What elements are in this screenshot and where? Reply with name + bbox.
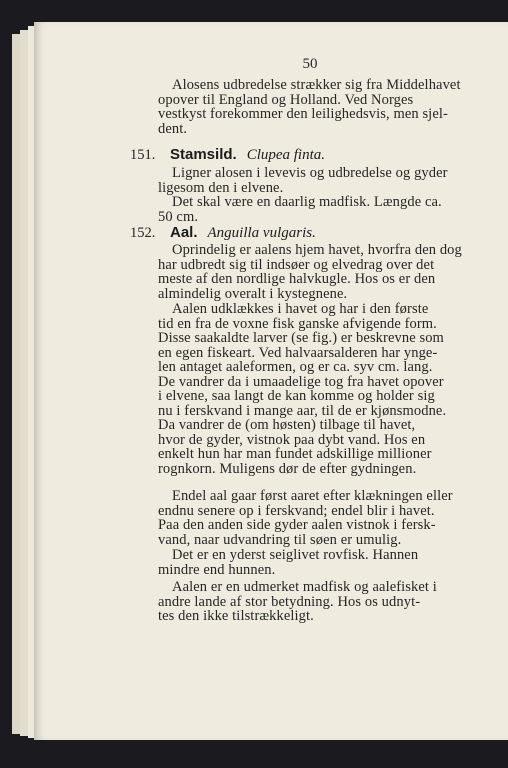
text-line: almindelig overalt i kystegnene. [158,285,348,302]
text-line: Disse saakaldte larver (se fig.) er beskrevne som [158,330,444,346]
paragraph [158,489,480,547]
paragraph [158,302,480,476]
entry-latin-name: Anguilla vulgaris. [207,225,316,241]
entry-name: Aal. [170,224,198,241]
text-line: Paa den anden side gyder aalen vistnok i fersk- [158,517,436,533]
text-line: Da vandrer de (om høsten) tilbage til havet, [158,417,416,433]
entry-name: Stamsild. [170,146,237,163]
text-line: 50 cm. [158,208,199,225]
text-line: len antaget aaleformen, og er ca. syv cm. lang. [158,359,433,375]
text-line: Endel aal gaar først aaret efter klækningen eller [172,488,453,504]
text-line: meste af den nordlige halvkugle. Hos os er den [158,271,436,287]
text-line: andre lande af stor betydning. Hos os udnyt- [158,593,421,610]
text-line: Det er en yderst seiglivet rovfisk. Hannen [172,547,419,563]
text-line: rognkorn. Muligens dør de efter gydningen. [158,460,417,477]
text-line: mindre end hunnen. [158,561,276,578]
intro-paragraph [158,78,480,136]
page-number: 50 [302,56,318,72]
paragraph [158,548,480,577]
text-line: ligesom den i elvene. [158,179,284,196]
entry-latin-name: Clupea finta. [246,147,326,163]
text-line: i elvene, saa langt de kan komme og holder sig [158,388,435,404]
text-line: opover til England og Holland. Ved Norges [158,91,414,108]
text-line: Aalen er en udmerket madfisk og aalefisket i [172,579,437,595]
text-line: endnu senere op i ferskvand; endel blir i havet. [158,502,435,519]
text-line: Alosens udbredelse strækker sig fra Middelhavet [172,77,461,93]
entry-heading [170,146,325,164]
entry-heading [170,224,316,242]
paragraph [158,243,480,301]
text-line: en egen fiskeart. Ved halvaarsalderen har ynge- [158,344,438,361]
entry-number: 151. [130,147,156,163]
paragraph [158,166,480,195]
text-line: tes den ikke tilstrækkeligt. [158,608,314,624]
paragraph [158,580,480,624]
entry-number: 152. [130,225,156,241]
text-line: vestkyst forekommer den leilighedsvis, men sjel- [158,106,448,122]
text-line: nu i ferskvand i mange aar, til de er kjønsmodne. [158,402,447,419]
text-line: Aalen udklækkes i havet og har i den første [172,301,429,317]
text-line: hvor de gyder, vistnok paa dybt vand. Hos en [158,431,426,448]
text-line: De vandrer da i umaadelige tog fra havet opover [158,373,444,390]
text-line: enkelt hun har man fundet adskillige millioner [158,446,432,462]
text-line: Det skal være en daarlig madfisk. Længde ca. [172,194,442,210]
text-line: Ligner alosen i levevis og udbredelse og gyder [172,165,448,181]
paragraph [158,195,480,224]
text-line: dent. [158,120,188,137]
text-line: vand, naar udvandring til søen er umulig. [158,531,402,548]
text-line: tid en fra de voxne fisk ganske afvigende form. [158,315,437,332]
text-line: har udbredt sig til indsøer og elvedrag over det [158,256,435,273]
text-line: Oprindelig er aalens hjem havet, hvorfra den dog [172,242,462,258]
